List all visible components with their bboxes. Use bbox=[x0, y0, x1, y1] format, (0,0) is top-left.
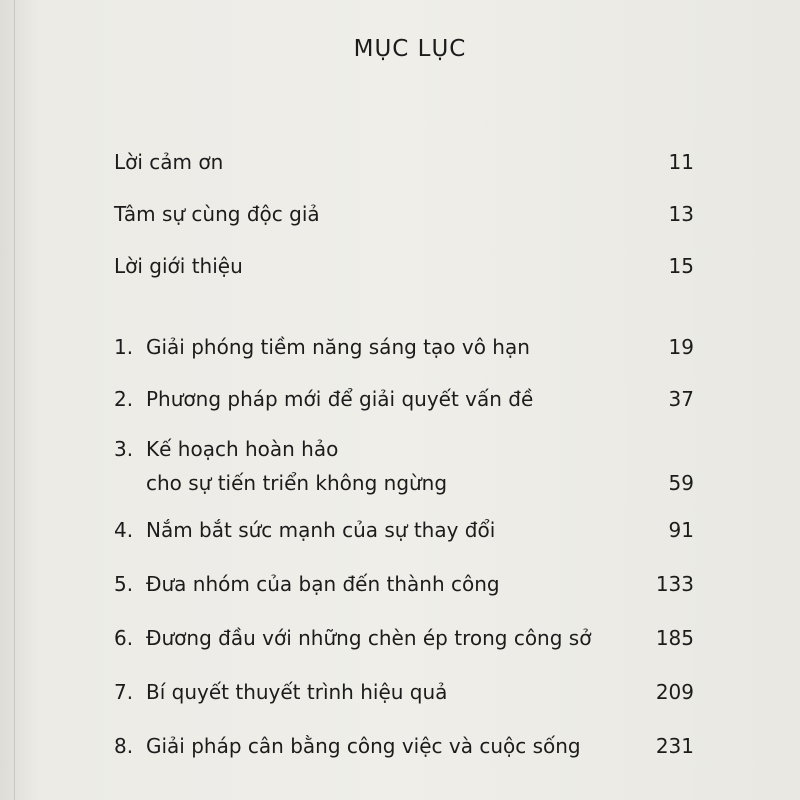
chapter-title: Giải phóng tiềm năng sáng tạo vô hạn bbox=[146, 335, 530, 359]
chapter-page: 59 bbox=[668, 471, 694, 495]
chapter-page: 133 bbox=[655, 572, 694, 596]
chapter-page: 91 bbox=[668, 518, 694, 542]
chapter-title: Bí quyết thuyết trình hiệu quả bbox=[146, 680, 448, 704]
chapter-page: 209 bbox=[655, 680, 694, 704]
chapter-title: Giải pháp cân bằng công việc và cuộc sống bbox=[146, 734, 581, 758]
toc-entry-page: 11 bbox=[668, 150, 694, 174]
chapter-number: 6. bbox=[114, 626, 134, 650]
chapter-page: 185 bbox=[655, 626, 694, 650]
page-spine bbox=[14, 0, 23, 800]
chapter-title: Kế hoạch hoàn hảo bbox=[146, 437, 339, 461]
chapter-number: 4. bbox=[114, 518, 134, 542]
chapter-page: 19 bbox=[668, 335, 694, 359]
toc-entry-page: 15 bbox=[668, 254, 694, 278]
chapter-number: 8. bbox=[114, 734, 134, 758]
chapter-page: 231 bbox=[655, 734, 694, 758]
page-title: MỤC LỤC bbox=[353, 36, 467, 62]
toc-chapter bbox=[114, 432, 694, 500]
chapter-title: Đương đầu với những chèn ép trong công sở bbox=[146, 626, 592, 650]
chapter-title: Nắm bắt sức mạnh của sự thay đổi bbox=[146, 518, 496, 542]
chapter-title: Đưa nhóm của bạn đến thành công bbox=[146, 572, 500, 596]
chapter-number: 1. bbox=[114, 335, 134, 359]
chapter-number: 2. bbox=[114, 387, 134, 411]
chapter-number: 7. bbox=[114, 680, 134, 704]
chapter-title: Phương pháp mới để giải quyết vấn đề bbox=[146, 387, 534, 411]
toc-entry-text: Lời cảm ơn bbox=[114, 150, 224, 174]
toc-entry-page: 13 bbox=[668, 202, 694, 226]
chapter-number: 3. bbox=[114, 437, 134, 461]
chapter-number: 5. bbox=[114, 572, 134, 596]
toc-entry-text: Lời giới thiệu bbox=[114, 254, 243, 278]
chapter-title-line2: cho sự tiến triển không ngừng bbox=[146, 471, 448, 495]
toc-entry-text: Tâm sự cùng độc giả bbox=[114, 202, 320, 226]
chapter-page: 37 bbox=[668, 387, 694, 411]
